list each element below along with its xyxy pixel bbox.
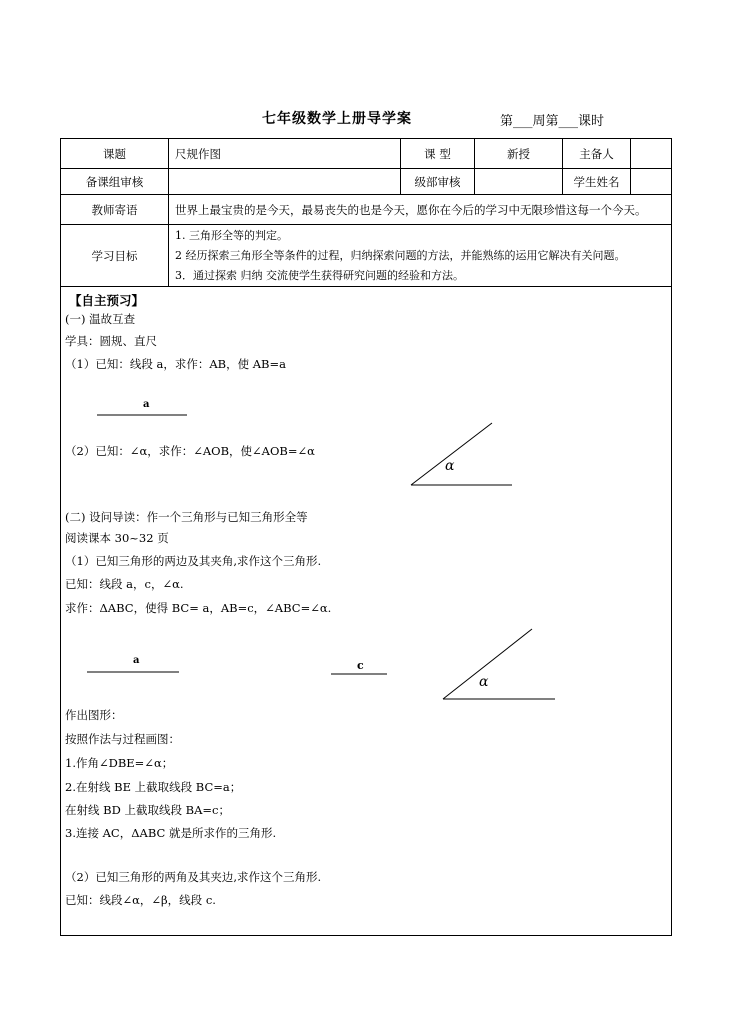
segment-a-label: a <box>143 399 150 410</box>
tools-text: 学具：圆规、直尺 <box>65 334 157 348</box>
segment-c-label: c <box>357 659 364 672</box>
step-1: 1.作角∠DBE=∠α； <box>65 756 174 770</box>
learning-goals-label: 学习目标 <box>61 225 169 287</box>
problem-1-given: 已知：线段 a，c，∠α. <box>65 577 184 591</box>
goal-item: 3．通过探索 归纳 交流使学生获得研究问题的经验和方法。 <box>175 268 464 282</box>
problem-1: （1）已知三角形的两边及其夹角,求作这个三角形. <box>65 554 322 568</box>
angle-alpha-label: α <box>445 458 455 474</box>
part2-title: (二) 设问导读：作一个三角形与已知三角形全等 <box>65 510 308 524</box>
preparer-label: 主备人 <box>563 139 631 169</box>
goal-item: 1. 三角形全等的判定。 <box>175 228 288 242</box>
group-review-label: 备课组审核 <box>61 169 169 195</box>
question-2: （2）已知：∠α，求作：∠AOB，使∠AOB=∠α <box>65 444 315 458</box>
segment-a-label-2: a <box>133 655 140 666</box>
teacher-message-label: 教师寄语 <box>61 195 169 225</box>
student-name-label: 学生姓名 <box>563 169 631 195</box>
type-value: 新授 <box>475 139 563 169</box>
page-title: 七年级数学上册导学案 <box>262 111 412 127</box>
section-title: 【自主预习】 <box>69 293 145 308</box>
teacher-message: 世界上最宝贵的是今天，最易丧失的也是今天，愿你在今后的学习中无限珍惜这每一个今天。 <box>169 195 671 225</box>
lesson-plan-table <box>60 138 672 936</box>
figure-layer <box>61 139 671 935</box>
problem-2-given: 已知：线段∠α，∠β，线段 c. <box>65 893 216 907</box>
step-2: 2.在射线 BE 上截取线段 BC=a； <box>65 780 242 794</box>
type-label: 课 型 <box>401 139 475 169</box>
angle-alpha-label-2: α <box>479 674 489 690</box>
steps-title: 按照作法与过程画图： <box>65 732 180 746</box>
week-period: 第___周第___课时 <box>500 114 605 129</box>
problem-1-find: 求作：ΔABC，使得 BC= a，AB=c，∠ABC=∠α. <box>65 601 332 615</box>
grade-review-label: 级部审核 <box>401 169 475 195</box>
problem-2: （2）已知三角形的两角及其夹边,求作这个三角形. <box>65 870 322 884</box>
part1-title: (一) 温故互查 <box>65 312 136 326</box>
draw-figure: 作出图形： <box>65 708 123 722</box>
question-1: （1）已知：线段 a，求作：AB，使 AB=a <box>65 357 286 371</box>
topic-value: 尺规作图 <box>169 139 401 169</box>
step-3: 3.连接 AC，ΔABC 就是所求作的三角形. <box>65 826 277 840</box>
topic-label: 课题 <box>61 139 169 169</box>
goal-item: 2 经历探索三角形全等条件的过程，归纳探索问题的方法，并能熟练的运用它解决有关问题。 <box>175 248 626 262</box>
reading-pages: 阅读课本 30~32 页 <box>65 531 169 545</box>
angle-ray-slant <box>411 423 492 485</box>
angle-ray-slant-2 <box>443 629 532 699</box>
step-2b: 在射线 BD 上截取线段 BA=c； <box>65 803 230 817</box>
